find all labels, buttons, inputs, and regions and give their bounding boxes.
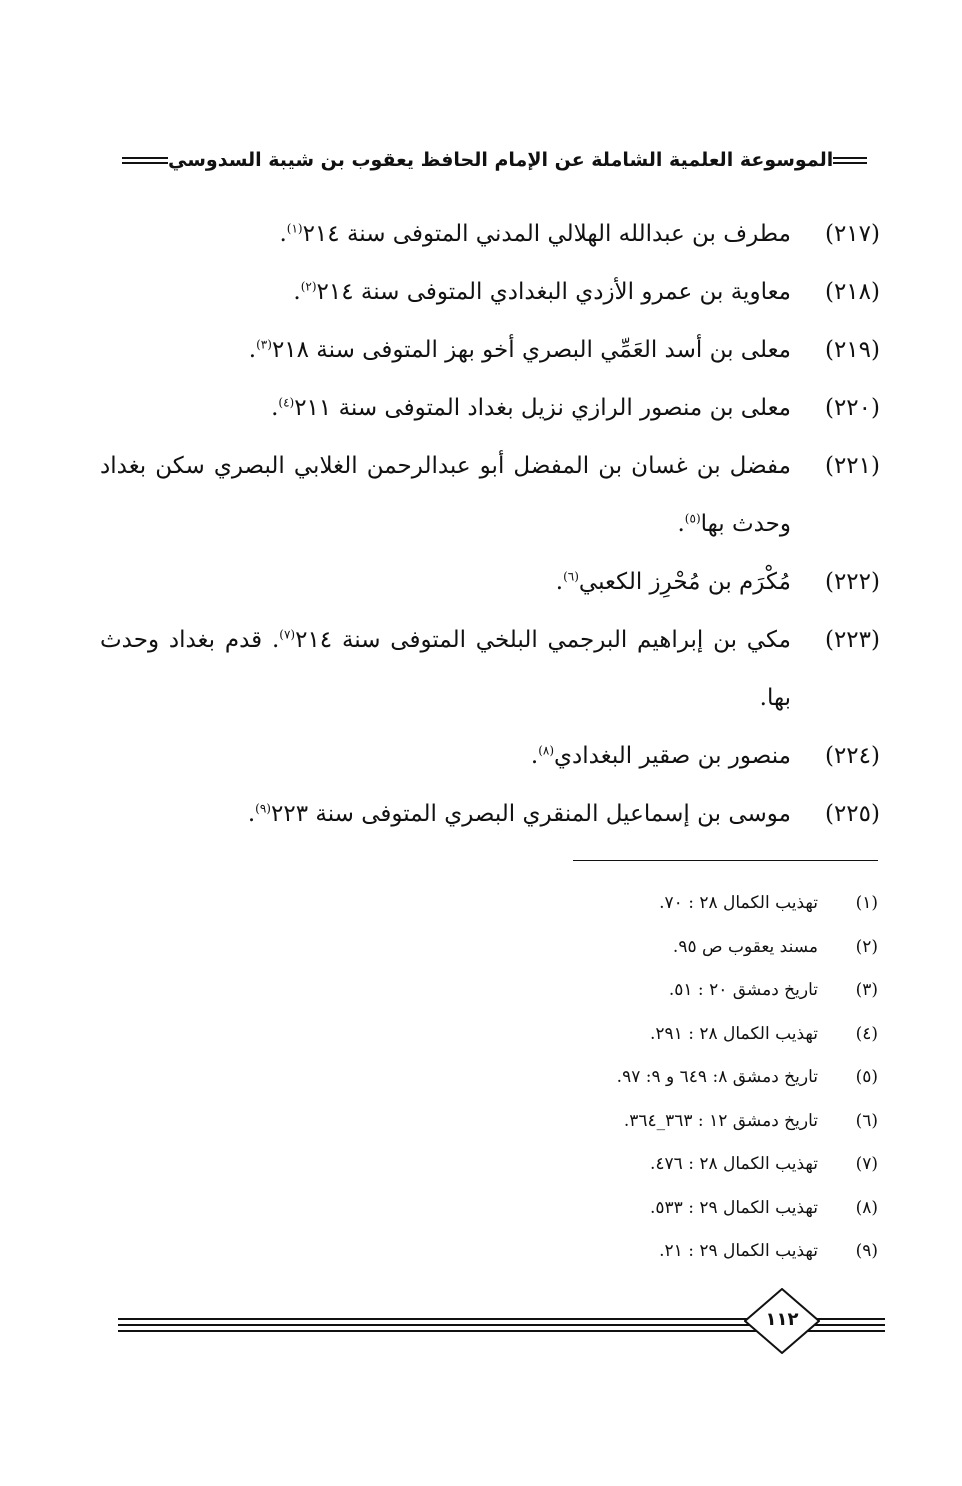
- footnote-text: تاريخ دمشق ٨: ٦٤٩ و ٩: ٩٧.: [616, 1067, 818, 1087]
- entry-text: مكي بن إبراهيم البرجمي البلخي المتوفى سنة ٢١٤$^{(٧)}$. قدم بغداد وحدث بها.: [100, 627, 791, 711]
- page-number: ١١٢: [765, 1309, 799, 1330]
- entry-218: [100, 263, 880, 321]
- footnote-number: (٤): [855, 1023, 878, 1044]
- entry-text: منصور بن صقير البغدادي$^{(٨)}$.: [530, 743, 791, 769]
- entry-text: معلى بن أسد العَمِّي البصري أخو بهز المتوفى سنة ٢١٨$^{(٣)}$.: [248, 337, 791, 363]
- footnote-item: [300, 882, 878, 926]
- footnote-item: [300, 1013, 878, 1057]
- footnote-text: تهذيب الكمال ٢٩ : ٢١.: [659, 1241, 818, 1261]
- entry-number: (٢٢١): [824, 453, 880, 479]
- footnote-item: [300, 1187, 878, 1231]
- entry-224: [100, 727, 880, 785]
- footnote-number: (٣): [855, 980, 878, 1000]
- footnote-ref[interactable]: (١): [286, 221, 303, 236]
- entry-number: (٢٢٢): [824, 569, 880, 595]
- entry-222: [100, 553, 880, 611]
- footnote-ref[interactable]: (٤): [278, 395, 295, 410]
- footnotes-list: [300, 882, 878, 1274]
- footnote-separator: [573, 860, 878, 861]
- footnote-ref[interactable]: (٣): [256, 337, 272, 352]
- footnote-ref[interactable]: (٩): [255, 801, 271, 816]
- entry-number: (٢٢٠): [824, 395, 880, 421]
- entry-text: موسى بن إسماعيل المنقري البصري المتوفى سنة ٢٢٣$^{(٩)}$.: [247, 801, 791, 827]
- footnote-ref[interactable]: (٢): [300, 279, 317, 294]
- footnote-number: (٨): [855, 1197, 878, 1218]
- footnote-number: (٥): [855, 1067, 878, 1087]
- footnote-text: تاريخ دمشق ٢٠ : ٥١.: [668, 980, 818, 1000]
- entry-221: [100, 437, 880, 553]
- entry-number: (٢٢٣): [824, 627, 880, 653]
- header-rule-right: [122, 157, 168, 164]
- footnote-ref[interactable]: (٧): [279, 627, 296, 642]
- footnote-number: (٩): [855, 1241, 878, 1261]
- footnote-text: تهذيب الكمال ٢٩ : ٥٣٣.: [650, 1197, 818, 1218]
- entry-text: مُكْرَم بن مُحْرِز الكعبي$^{(٦)}$.: [555, 569, 791, 595]
- entry-number: (٢١٩): [824, 337, 880, 363]
- entry-225: [100, 785, 880, 843]
- entry-number: (٢٢٤): [824, 743, 880, 769]
- footnote-item: [300, 1100, 878, 1144]
- entry-text: معاوية بن عمرو الأزدي البغدادي المتوفى سنة ٢١٤$^{(٢)}$.: [293, 279, 791, 305]
- footnote-item: [300, 1143, 878, 1187]
- footnote-item: [300, 926, 878, 970]
- entry-223: [100, 611, 880, 727]
- footnote-text: تهذيب الكمال ٢٨ : ٢٩١.: [650, 1023, 818, 1044]
- footnote-number: (١): [855, 893, 878, 913]
- footnote-item: [300, 969, 878, 1013]
- footnote-text: تهذيب الكمال ٢٨ : ٤٧٦.: [650, 1154, 818, 1174]
- footnote-number: (٦): [855, 1110, 878, 1131]
- footnote-text: تاريخ دمشق ١٢ : ٣٦٣_٣٦٤.: [623, 1110, 818, 1131]
- footnote-ref[interactable]: (٥): [684, 511, 701, 526]
- entry-text: مطرف بن عبدالله الهلالي المدني المتوفى سنة ٢١٤$^{(١)}$.: [279, 221, 791, 247]
- running-header: [112, 146, 877, 174]
- entry-219: [100, 321, 880, 379]
- footnote-number: (٧): [855, 1154, 878, 1174]
- entry-text: مفضل بن غسان بن المفضل أبو عبدالرحمن الغلابي البصري سكن بغداد وحدث بها$^{(٥)}$.: [100, 453, 791, 537]
- entry-220: [100, 379, 880, 437]
- entry-text: معلى بن منصور الرازي نزيل بغداد المتوفى سنة ٢١١$^{(٤)}$.: [271, 395, 791, 421]
- header-title: الموسوعة العلمية الشاملة عن الإمام الحافظ يعقوب بن شيبة السدوسي: [168, 149, 834, 171]
- entry-number: (٢٢٥): [824, 801, 880, 827]
- footnote-ref[interactable]: (٦): [563, 569, 579, 584]
- entries-list: [100, 205, 880, 843]
- footnote-text: تهذيب الكمال ٢٨ : ٧٠.: [659, 893, 818, 913]
- footnote-number: (٢): [855, 936, 878, 957]
- entry-217: [100, 205, 880, 263]
- entry-number: (٢١٧): [824, 221, 880, 247]
- footnote-text: مسند يعقوب ص ٩٥.: [672, 936, 818, 957]
- header-rule-left: [833, 157, 867, 164]
- footnote-item: [300, 1056, 878, 1100]
- footnote-item: [300, 1230, 878, 1274]
- entry-number: (٢١٨): [824, 279, 880, 305]
- footnote-ref[interactable]: (٨): [538, 743, 555, 758]
